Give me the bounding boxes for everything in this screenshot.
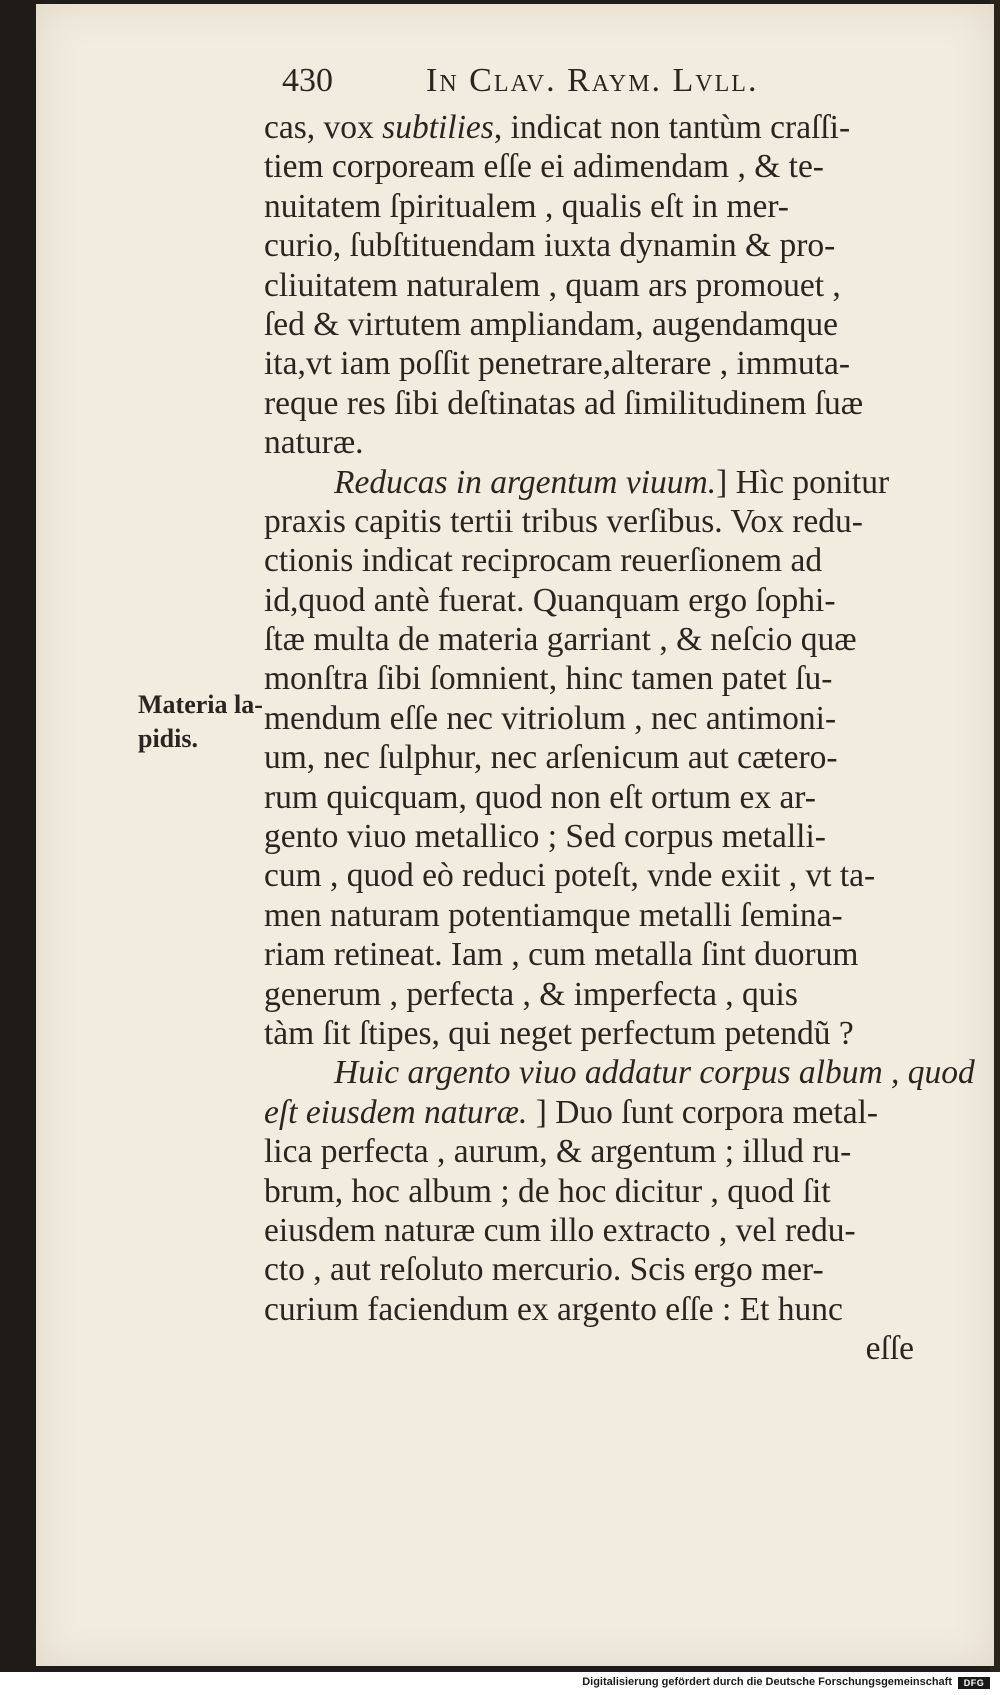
funding-notice: Digitalisierung gefördert durch die Deutsche Forschungsgemeinschaft [582,1676,952,1688]
text-line: ita,vt iam poſſit penetrare,alterare , immuta- [264,345,851,383]
text-line: lica perfecta , aurum, & argentum ; illud ru- [264,1133,852,1171]
running-title: In Clav. Raym. Lvll. [426,62,759,99]
text-line: eſt eiusdem naturæ. ] Duo ſunt corpora metal- [264,1093,879,1131]
text-line: cum , quod eò reduci poteſt, vnde exiit , vt ta- [264,857,876,895]
text-line: um, nec ſulphur, nec arſenicum aut cætero- [264,739,838,777]
page-number: 430 [282,62,333,99]
text-line: men naturam potentiamque metalli ſemina- [264,896,843,934]
text-line: nuitatem ſpiritualem , qualis eſt in mer- [264,187,789,225]
body-text [264,108,975,1369]
text-line: tiem corpoream eſſe ei adimendam , & te- [264,148,824,186]
footer [0,1672,1000,1695]
text-line: ctionis indicat reciprocam reuerſionem ad [264,542,823,580]
text-line: gento viuo metallico ; Sed corpus metalli- [264,818,826,856]
text-line: eiusdem naturæ cum illo extracto , vel redu- [264,1211,856,1249]
text-line: mendum eſſe nec vitriolum , nec antimoni- [264,699,837,737]
text-line: id,quod antè fuerat. Quanquam ergo ſophi- [264,581,836,619]
marginal-note-line: pidis. [138,724,198,753]
lemma-line: Huic argento viuo addatur corpus album , quod [334,1054,975,1092]
text-line: praxis capitis tertii tribus verſibus. Vox redu- [264,502,863,540]
text-line: tàm ſit ſtipes, qui neget perfectum petendũ ? [264,1014,854,1052]
text-line: curium faciendum ex argento eſſe : Et hunc [264,1290,843,1328]
text-line: rum quicquam, quod non eſt ortum ex ar- [264,778,816,816]
text-line: reque res ſibi deſtinatas ad ſimilitudinem ſuæ [264,384,864,422]
marginal-note [138,688,268,756]
text-line: curio, ſubſtituendam iuxta dynamin & pro- [264,227,836,265]
text-line: naturæ. [264,424,364,462]
text-line: cliuitatem naturalem , quam ars promouet , [264,266,841,304]
text-line: cto , aut reſoluto mercurio. Scis ergo mer- [264,1251,824,1289]
dfg-logo: DFG [958,1677,990,1689]
catchword: eſſe [865,1330,914,1368]
text-line: ſed & virtutem ampliandam, augendamque [264,305,838,343]
text-line: generum , perfecta , & imperfecta , quis [264,975,798,1013]
running-head [282,62,902,102]
lemma-line: Reducas in argentum viuum.] Hìc ponitur [334,463,890,501]
text-line: riam retineat. Iam , cum metalla ſint duorum [264,936,859,974]
marginal-note-line: Materia la- [138,690,263,719]
text-line: brum, hoc album ; de hoc dicitur , quod ſit [264,1172,831,1210]
text-line: ſtæ multa de materia garriant , & neſcio quæ [264,621,857,659]
text-line: monſtra ſibi ſomnient, hinc tamen patet ſu- [264,660,833,698]
text-line: cas, vox subtilies, indicat non tantùm craſſi- [264,109,851,146]
